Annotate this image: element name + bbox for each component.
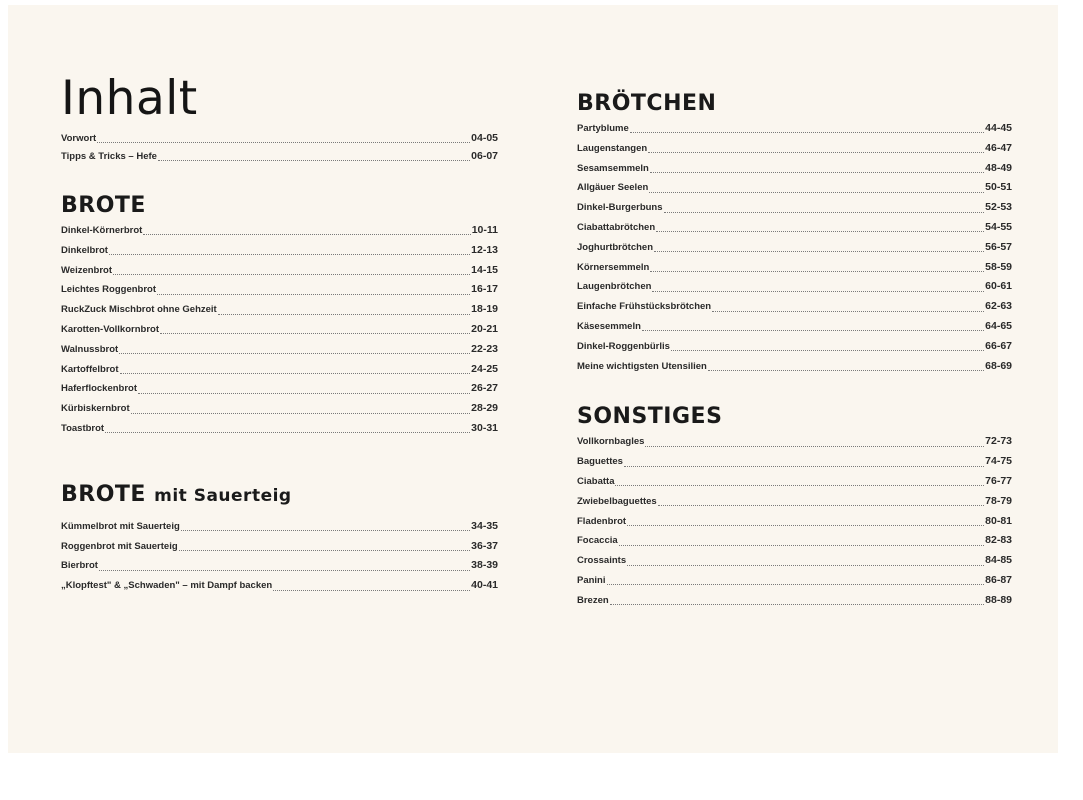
toc-entry-pages: 76-77 (985, 474, 1012, 487)
toc-entry-label: Partyblume (577, 123, 629, 134)
dot-leader (138, 381, 470, 394)
toc-entry (61, 576, 498, 596)
dot-leader (273, 578, 470, 591)
toc-entry-pages: 58-59 (985, 260, 1012, 273)
toc-entry-pages: 26-27 (471, 382, 498, 395)
toc-entry-label: Focaccia (577, 535, 618, 547)
toc-entry-label: Baguettes (577, 456, 623, 468)
toc-entry (577, 512, 1012, 532)
dot-leader (656, 219, 984, 232)
toc-entry-label: Käsesemmeln (577, 320, 641, 332)
toc-entry (61, 399, 498, 419)
dot-leader (630, 120, 984, 133)
brote-list (61, 221, 498, 439)
toc-entry-pages: 12-13 (471, 243, 498, 256)
dot-leader (654, 239, 984, 252)
toc-entry-label: Vollkornbagles (577, 436, 645, 448)
dot-leader (607, 572, 985, 585)
toc-entry-label: Einfache Frühstücksbrötchen (577, 301, 712, 313)
toc-entry-pages: 86-87 (985, 573, 1012, 586)
toc-entry-label: RuckZuck Mischbrot ohne Gehzeit (61, 304, 217, 316)
sauerteig-list (61, 517, 498, 596)
broetchen-list (577, 119, 1012, 376)
toc-entry (577, 119, 1012, 139)
toc-entry-pages: 64-65 (985, 319, 1012, 332)
toc-entry-pages: 16-17 (471, 283, 498, 296)
toc-entry (61, 261, 498, 281)
toc-entry-pages: 62-63 (985, 300, 1012, 313)
dot-leader (645, 434, 984, 447)
toc-entry-pages: 36-37 (471, 539, 498, 552)
right-column (577, 91, 1012, 611)
dot-leader (105, 420, 470, 433)
section-title-sonstiges: SONSTIGES (577, 404, 723, 430)
dot-leader (642, 318, 984, 331)
toc-entry-pages: 46-47 (985, 141, 1012, 154)
toc-entry (577, 452, 1012, 472)
toc-entry-pages: 66-67 (985, 339, 1012, 352)
toc-entry-label: Laugenstangen (577, 142, 648, 154)
toc-entry-label: Panini (577, 574, 606, 586)
section-title-sauerteig (61, 482, 498, 509)
toc-entry (577, 258, 1012, 278)
dot-leader (627, 553, 984, 566)
toc-entry-label: Roggenbrot mit Sauerteig (61, 540, 178, 552)
toc-entry (61, 221, 498, 241)
toc-entry (61, 320, 498, 340)
toc-entry (61, 556, 498, 576)
toc-entry-label: Karotten-Vollkornbrot (61, 323, 159, 335)
page-title: Inhalt (61, 71, 198, 126)
toc-entry-pages: 84-85 (985, 554, 1012, 567)
toc-entry (577, 337, 1012, 357)
toc-entry (577, 472, 1012, 492)
toc-entry-pages: 72-73 (985, 435, 1012, 448)
toc-entry-pages: 52-53 (985, 201, 1012, 214)
toc-entry-label: Dinkel-Burgerbuns (577, 202, 663, 214)
dot-leader (179, 538, 470, 551)
toc-entry-pages: 40-41 (471, 579, 498, 592)
toc-entry (61, 280, 498, 300)
toc-entry-pages: 30-31 (471, 421, 498, 434)
toc-entry (61, 360, 498, 380)
toc-entry-pages: 10-11 (471, 224, 498, 236)
sonstiges-list (577, 432, 1012, 610)
toc-entry-pages: 44-45 (985, 122, 1012, 134)
toc-entry-pages: 38-39 (471, 559, 498, 572)
toc-entry (577, 551, 1012, 571)
dot-leader (624, 454, 984, 467)
toc-entry (577, 297, 1012, 317)
toc-entry (577, 492, 1012, 512)
toc-entry (61, 147, 498, 165)
dot-leader (650, 259, 984, 272)
dot-leader (671, 338, 984, 351)
dot-leader (99, 558, 470, 571)
dot-leader (109, 242, 470, 255)
dot-leader (181, 518, 470, 531)
toc-entry-label: Ciabattabrötchen (577, 221, 656, 233)
toc-entry-label: Joghurtbrötchen (577, 241, 653, 253)
toc-entry (577, 159, 1012, 179)
toc-entry-label: Bierbrot (61, 560, 98, 572)
toc-entry (61, 129, 498, 147)
toc-entry-label: Ciabatta (577, 475, 615, 487)
toc-entry-label: Brezen (577, 594, 609, 606)
toc-entry-pages: 82-83 (985, 534, 1012, 547)
toc-entry-label: Fladenbrot (577, 515, 627, 527)
toc-entry (577, 571, 1012, 591)
dot-leader (648, 140, 984, 153)
section-title-brote: BROTE (61, 193, 146, 218)
toc-entry-label: Vorwort (61, 133, 97, 144)
dot-leader (664, 200, 985, 213)
toc-entry-pages: 34-35 (471, 519, 498, 532)
section-title-sauerteig-suffix: mit Sauerteig (154, 485, 292, 506)
dot-leader (160, 321, 470, 334)
dot-leader (619, 533, 984, 546)
dot-leader (610, 592, 984, 605)
toc-entry-label: Leichtes Roggenbrot (61, 284, 157, 296)
toc-entry-pages: 60-61 (985, 280, 1012, 293)
toc-entry-label: Dinkel-Körnerbrot (61, 225, 143, 236)
toc-entry (577, 591, 1012, 611)
toc-entry (577, 277, 1012, 297)
toc-entry-label: Laugenbrötchen (577, 281, 652, 293)
toc-entry (577, 238, 1012, 258)
toc-entry-pages: 14-15 (471, 263, 498, 276)
toc-entry (61, 419, 498, 439)
toc-entry (61, 340, 498, 360)
toc-entry-label: Zwiebelbaguettes (577, 495, 657, 507)
dot-leader (97, 130, 470, 143)
toc-entry (577, 198, 1012, 218)
toc-entry-pages: 48-49 (985, 161, 1012, 174)
toc-entry-pages: 18-19 (471, 303, 498, 316)
toc-entry (61, 537, 498, 557)
toc-entry (577, 317, 1012, 337)
toc-entry-label: Crossaints (577, 555, 627, 567)
toc-entry (577, 218, 1012, 238)
dot-leader (131, 401, 471, 414)
toc-entry-label: Kümmelbrot mit Sauerteig (61, 520, 180, 532)
toc-entry-label: Meine wichtigsten Utensilien (577, 360, 707, 372)
section-title-broetchen: BRÖTCHEN (577, 91, 717, 116)
dot-leader (708, 358, 984, 371)
toc-entry (61, 517, 498, 537)
toc-entry-label: Tipps & Tricks – Hefe (61, 151, 157, 162)
toc-entry-label: Allgäuer Seelen (577, 182, 649, 194)
toc-entry (577, 531, 1012, 551)
toc-entry-pages: 74-75 (985, 455, 1012, 468)
dot-leader (712, 299, 984, 312)
toc-entry (577, 357, 1012, 377)
toc-entry (61, 379, 498, 399)
toc-entry-pages: 06-07 (471, 150, 498, 162)
toc-entry-pages: 54-55 (985, 220, 1012, 233)
toc-entry-pages: 24-25 (471, 362, 498, 375)
toc-entry (577, 139, 1012, 159)
toc-entry-pages: 20-21 (471, 322, 498, 335)
dot-leader (113, 262, 470, 275)
toc-entry-pages: 78-79 (985, 494, 1012, 507)
dot-leader (649, 180, 984, 193)
toc-entry-pages: 28-29 (471, 402, 498, 415)
toc-entry-label: Dinkel-Roggenbürlis (577, 340, 670, 352)
section-title-sauerteig-main: BROTE (61, 481, 146, 507)
toc-entry-label: „Klopftest" & „Schwaden" – mit Dampf backen (61, 580, 273, 592)
dot-leader (650, 160, 984, 173)
toc-entry-pages: 88-89 (985, 593, 1012, 606)
toc-entry-label: Dinkelbrot (61, 244, 108, 256)
toc-entry-pages: 04-05 (471, 132, 498, 144)
toc-entry (61, 300, 498, 320)
dot-leader (658, 493, 984, 506)
intro-list (61, 129, 498, 165)
toc-entry-label: Kürbiskernbrot (61, 403, 130, 415)
toc-entry-pages: 56-57 (985, 240, 1012, 253)
toc-entry-label: Körnersemmeln (577, 261, 650, 273)
toc-entry (61, 241, 498, 261)
toc-entry-label: Walnussbrot (61, 343, 119, 355)
dot-leader (158, 148, 470, 161)
toc-page (8, 5, 1058, 753)
dot-leader (143, 222, 470, 235)
dot-leader (615, 473, 984, 486)
toc-entry-pages: 80-81 (985, 514, 1012, 527)
toc-entry (577, 432, 1012, 452)
toc-entry-label: Toastbrot (61, 422, 105, 434)
toc-entry-label: Sesamsemmeln (577, 162, 649, 174)
dot-leader (157, 282, 470, 295)
toc-entry-label: Haferflockenbrot (61, 383, 138, 395)
dot-leader (652, 279, 984, 292)
toc-entry (577, 178, 1012, 198)
toc-entry-label: Weizenbrot (61, 264, 113, 276)
dot-leader (218, 302, 470, 315)
toc-entry-pages: 22-23 (471, 342, 498, 355)
dot-leader (627, 513, 984, 526)
toc-entry-pages: 50-51 (985, 181, 1012, 194)
toc-entry-pages: 68-69 (985, 359, 1012, 372)
toc-entry-label: Kartoffelbrot (61, 363, 119, 375)
left-column (61, 71, 498, 596)
dot-leader (120, 361, 471, 374)
dot-leader (119, 341, 470, 354)
